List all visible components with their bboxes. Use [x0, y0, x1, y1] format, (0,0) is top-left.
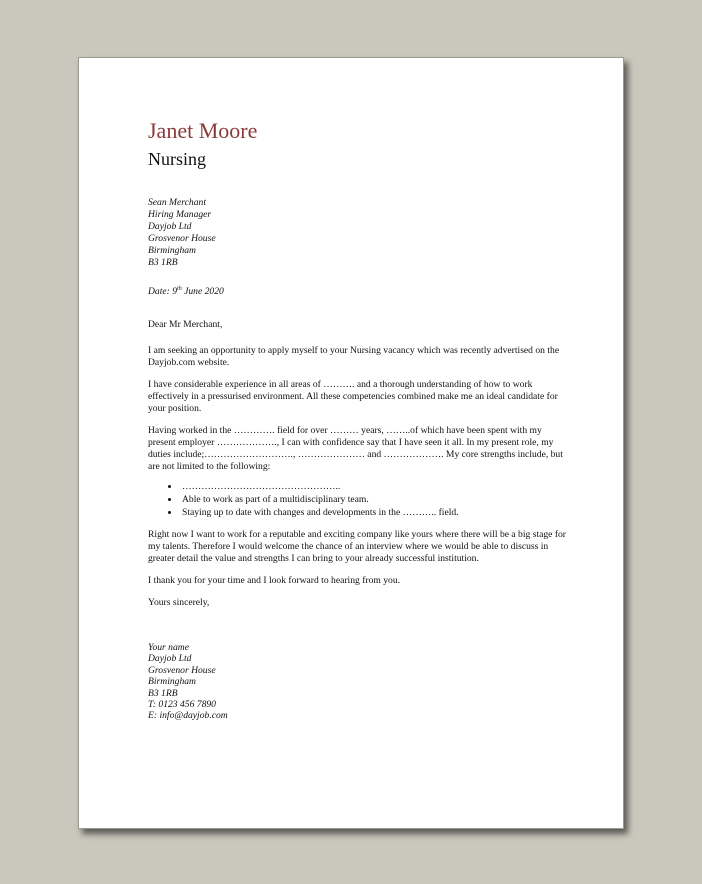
letter-date	[148, 283, 224, 298]
recipient-building: Grosvenor House	[148, 233, 216, 244]
date-label: Date: 9	[148, 286, 178, 298]
recipient-position: Hiring Manager	[148, 209, 212, 220]
paragraph-thanks: I thank you for your time and I look forward to hearing from you.	[148, 575, 401, 586]
signature-building: Grosvenor House	[148, 664, 216, 676]
paragraph-intro: I am seeking an opportunity to apply myself to your Nursing vacancy which was recently advertised on the Dayjob.com website.	[148, 345, 560, 368]
closing: Yours sincerely,	[148, 597, 210, 608]
list-item: • Staying up to date with changes and developments in the ……….. field.	[180, 507, 568, 519]
paragraph-current-role: Having worked in the …………. field for over ……… years, ……..of which have been spent with my present employer ………………., I can with confidence say that I have seen it all. In my present role, my duties include;………………………., ………………… and ………………. My core strengths include, but are not limited to the following:	[148, 425, 563, 472]
recipient-company: Dayjob Ltd	[148, 221, 192, 232]
job-title: Nursing	[148, 149, 206, 169]
signature-block	[148, 642, 228, 722]
salutation: Dear Mr Merchant,	[148, 319, 223, 330]
signature-phone: T: 0123 456 7890	[148, 699, 216, 711]
list-item: • …………………………………………..	[180, 481, 568, 493]
signature-name: Your name	[148, 642, 189, 653]
paragraph-experience: I have considerable experience in all areas of ………. and a thorough understanding of how to work effectively in a pressurised environment. All these competencies combined make me an ideal candidate for your position.	[148, 379, 558, 414]
list-item: • Able to work as part of a multidisciplinary team.	[180, 494, 568, 506]
date-rest: June 2020	[181, 286, 224, 298]
applicant-name: Janet Moore	[148, 118, 258, 143]
signature-city: Birmingham	[148, 676, 196, 688]
signature-company: Dayjob Ltd	[148, 653, 192, 665]
signature-email: E: info@dayjob.com	[148, 710, 228, 722]
recipient-city: Birmingham	[148, 245, 196, 256]
date-suffix: th	[177, 286, 182, 292]
document-page	[78, 57, 624, 829]
letter-body	[148, 319, 568, 619]
signature-postcode: B3 1RB	[148, 687, 178, 699]
strengths-list	[148, 481, 568, 519]
recipient-address	[148, 197, 216, 269]
recipient-postcode: B3 1RB	[148, 257, 178, 268]
recipient-name: Sean Merchant	[148, 197, 206, 208]
paragraph-motivation: Right now I want to work for a reputable and exciting company like yours where there will be a big stage for my talents. Therefore I would welcome the chance of an interview where we would be able to discuss in greater detail the value and strengths I can bring to your already successful institution.	[148, 529, 567, 564]
